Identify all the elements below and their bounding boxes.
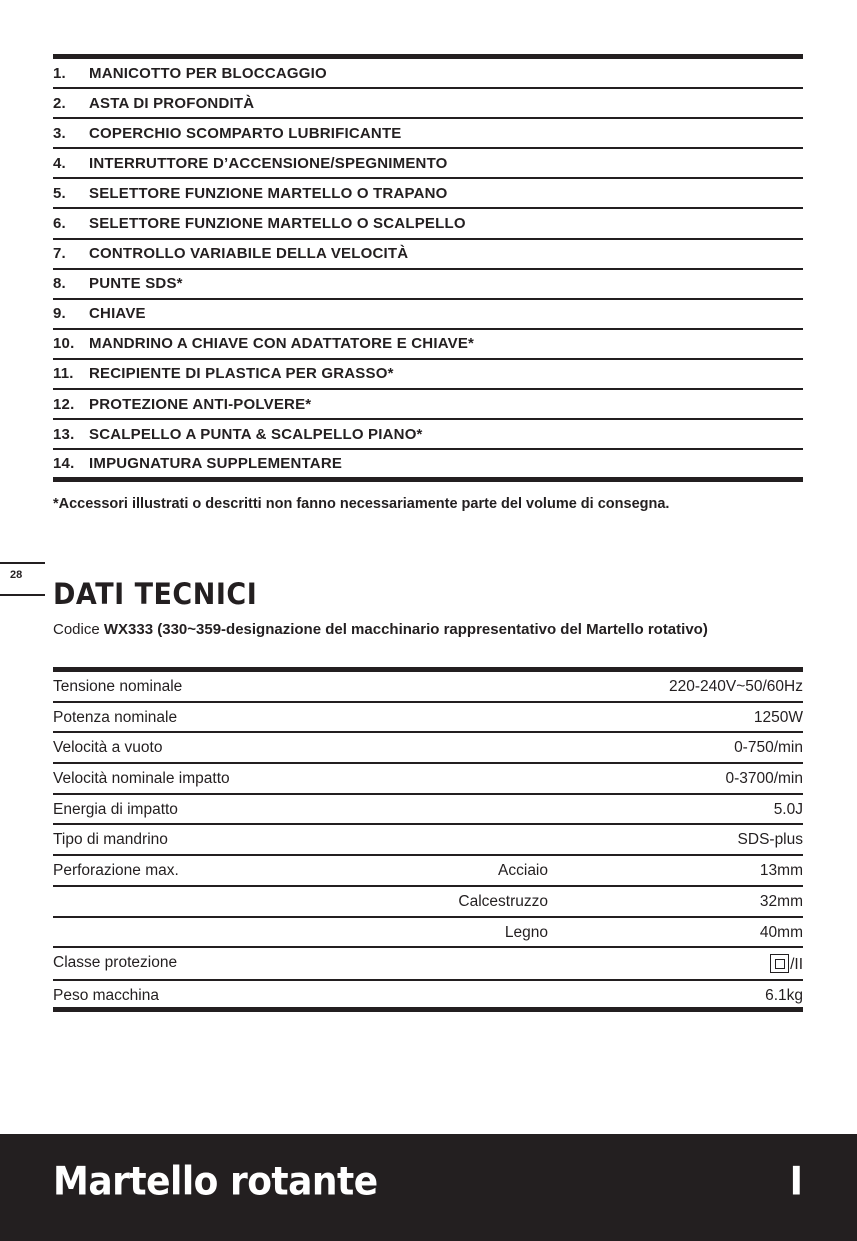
- list-item: 14. IMPUGNATURA SUPPLEMENTARE: [53, 450, 803, 482]
- language-code: I: [789, 1160, 803, 1205]
- list-item: 13. SCALPELLO A PUNTA & SCALPELLO PIANO*: [53, 420, 803, 450]
- list-item: 3. COPERCHIO SCOMPARTO LUBRIFICANTE: [53, 119, 803, 149]
- double-insulation-icon: [770, 954, 789, 973]
- spec-value: /II: [770, 954, 803, 974]
- spec-value: 5.0J: [773, 800, 803, 818]
- table-row: [53, 764, 803, 795]
- spec-sublabel: Acciaio: [498, 862, 548, 880]
- spec-sublabel: Legno: [504, 923, 548, 941]
- spec-value: 13mm: [759, 862, 803, 880]
- model-code: [53, 619, 773, 640]
- table-row: [53, 981, 803, 1012]
- table-row: [53, 703, 803, 734]
- spec-label: Peso macchina: [53, 987, 159, 1005]
- list-item: 12. PROTEZIONE ANTI-POLVERE*: [53, 390, 803, 420]
- spec-value: 40mm: [759, 923, 803, 941]
- list-item: 9. CHIAVE: [53, 300, 803, 330]
- list-item: 10. MANDRINO A CHIAVE CON ADATTATORE E CHIAVE*: [53, 330, 803, 360]
- table-row: [53, 948, 803, 981]
- spec-value: 0-3700/min: [725, 770, 803, 788]
- list-item: 8. PUNTE SDS*: [53, 270, 803, 300]
- spec-sublabel: Calcestruzzo: [458, 892, 548, 910]
- table-row: [53, 856, 803, 887]
- spec-label: Velocità nominale impatto: [53, 770, 230, 788]
- spec-table: [53, 667, 803, 1012]
- list-item: 1. MANICOTTO PER BLOCCAGGIO: [53, 59, 803, 89]
- list-item: 7. CONTROLLO VARIABILE DELLA VELOCITÀ: [53, 240, 803, 270]
- parts-list: [53, 54, 803, 482]
- spec-value: 32mm: [759, 892, 803, 910]
- spec-value: SDS-plus: [737, 831, 803, 849]
- accessories-footnote: *Accessori illustrati o descritti non fanno necessariamente parte del volume di consegna.: [53, 496, 670, 512]
- spec-label: Energia di impatto: [53, 800, 178, 818]
- table-row: [53, 672, 803, 703]
- table-row: [53, 733, 803, 764]
- spec-value: 1250W: [753, 708, 803, 726]
- spec-value: 220-240V~50/60Hz: [668, 678, 803, 695]
- section-title: DATI TECNICI: [53, 578, 258, 612]
- list-item: 4. INTERRUTTORE D’ACCENSIONE/SPEGNIMENTO: [53, 149, 803, 179]
- model-code-prefix: Codice: [53, 621, 100, 638]
- spec-value: 0-750/min: [734, 739, 803, 757]
- spec-value: 6.1kg: [765, 987, 803, 1005]
- list-item: 5. SELETTORE FUNZIONE MARTELLO O TRAPANO: [53, 179, 803, 209]
- list-item: 6. SELETTORE FUNZIONE MARTELLO O SCALPELLO: [53, 209, 803, 239]
- table-row: [53, 825, 803, 856]
- footer-title: Martello rotante: [53, 1160, 378, 1205]
- spec-label: Tipo di mandrino: [53, 831, 168, 849]
- list-item: 11. RECIPIENTE DI PLASTICA PER GRASSO*: [53, 360, 803, 390]
- spec-label: Tensione nominale: [53, 678, 183, 695]
- spec-label: Classe protezione: [53, 954, 178, 972]
- page-number: 28: [10, 569, 23, 581]
- spec-label: Velocità a vuoto: [53, 739, 163, 757]
- page-tab-divider-bottom: [0, 594, 45, 596]
- spec-label: Perforazione max.: [53, 862, 179, 880]
- table-row: [53, 887, 803, 918]
- page-tab-divider-top: [0, 562, 45, 564]
- table-row: [53, 795, 803, 826]
- model-code-text: WX333 (330~359-designazione del macchinario rappresentativo del Martello rotativo): [103, 621, 708, 638]
- table-row: [53, 918, 803, 949]
- list-item: 2. ASTA DI PROFONDITÀ: [53, 89, 803, 119]
- spec-label: Potenza nominale: [53, 708, 178, 726]
